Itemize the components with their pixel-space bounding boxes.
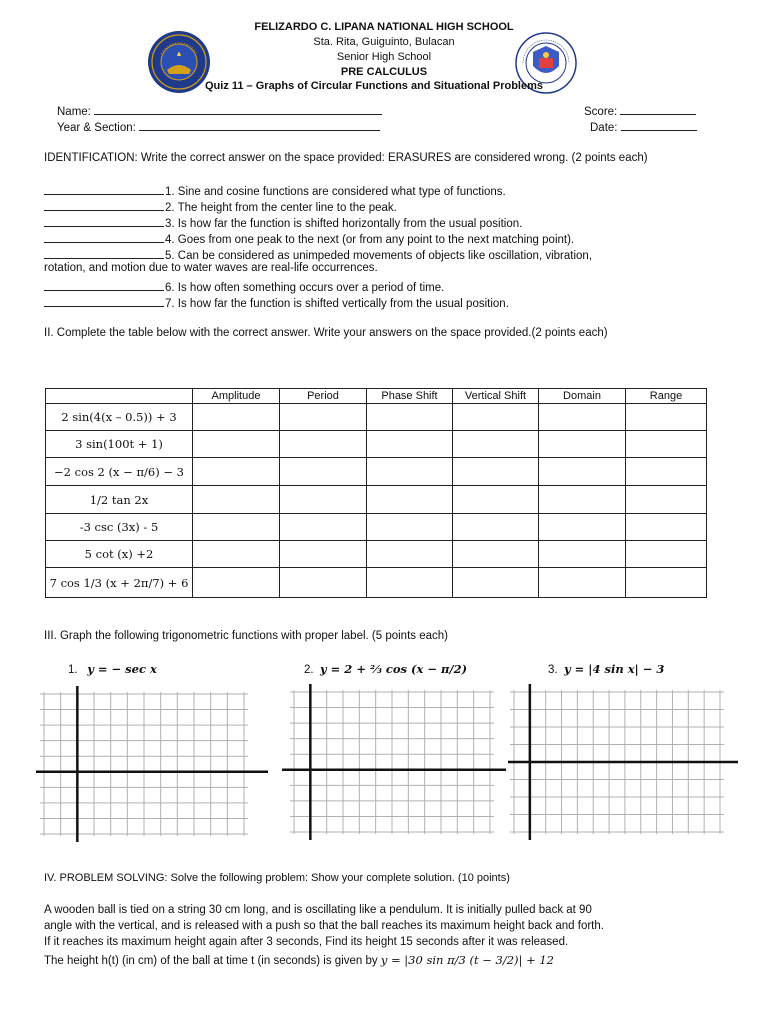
table-row: [46, 458, 707, 486]
table-header-row: [46, 389, 707, 404]
graph-equation: y = − sec x: [87, 662, 157, 676]
item-text: 7. Is how far the function is shifted vertically from the usual position.: [165, 298, 509, 310]
quiz-title: Quiz 11 – Graphs of Circular Functions and Situational Problems: [204, 80, 543, 92]
answer-cell[interactable]: [280, 431, 367, 458]
table-header-cell: Phase Shift: [367, 389, 453, 404]
function-cell: -3 csc (3x) - 5: [46, 514, 193, 541]
table-row: [46, 541, 707, 568]
table-row: [46, 431, 707, 458]
function-cell: −2 cos 2 (x − π/6) − 3: [46, 458, 193, 486]
year-section-field-row: [57, 118, 380, 134]
answer-cell[interactable]: [453, 514, 539, 541]
graph-2-label: [304, 662, 467, 676]
table-header-cell: [46, 389, 193, 404]
item-text: 1. Sine and cosine functions are considered what type of functions.: [165, 186, 506, 198]
answer-cell[interactable]: [539, 486, 626, 514]
date-label: Date:: [590, 122, 618, 134]
function-cell: 2 sin(4(x – 0.5)) + 3: [46, 404, 193, 431]
table-header-cell: Domain: [539, 389, 626, 404]
identification-item-2: [44, 198, 397, 214]
function-cell: 7 cos 1/3 (x + 2π/7) + 6: [46, 568, 193, 598]
graph-grid-2[interactable]: [282, 682, 506, 842]
answer-cell[interactable]: [367, 486, 453, 514]
name-label: Name:: [57, 106, 91, 118]
answer-blank: [44, 214, 164, 227]
name-field-row: [57, 102, 382, 118]
identification-item-6: [44, 278, 444, 294]
height-formula: y = |30 sin π/3 (t − 3/2)| + 12: [380, 953, 555, 967]
answer-cell[interactable]: [367, 431, 453, 458]
answer-cell[interactable]: [626, 541, 707, 568]
identification-item-7: [44, 294, 509, 310]
year-section-blank: [139, 118, 380, 131]
date-blank: [621, 118, 697, 131]
answer-cell[interactable]: [280, 486, 367, 514]
answer-cell[interactable]: [193, 458, 280, 486]
table-row: [46, 404, 707, 431]
identification-item-5-continuation: rotation, and motion due to water waves are real-life occurrences.: [44, 262, 378, 274]
graph-grid-1[interactable]: [36, 684, 268, 844]
problem-line-1: A wooden ball is tied on a string 30 cm long, and is oscillating like a pendulum. It is initially pulled back at 90: [44, 904, 592, 916]
problem-line-3: If it reaches its maximum height again after 3 seconds, Find its height 15 seconds after it was released.: [44, 936, 569, 948]
graph-equation: y = |4 sin x| − 3: [563, 662, 665, 676]
school-name: FELIZARDO C. LIPANA NATIONAL HIGH SCHOOL: [254, 21, 514, 33]
table-header-cell: Amplitude: [193, 389, 280, 404]
score-field-row: [584, 102, 696, 118]
answer-cell[interactable]: [539, 541, 626, 568]
answer-cell[interactable]: [453, 431, 539, 458]
answer-cell[interactable]: [280, 541, 367, 568]
function-cell: 1/2 tan 2x: [46, 486, 193, 514]
answer-cell[interactable]: [626, 514, 707, 541]
function-cell: 3 sin(100t + 1): [46, 431, 193, 458]
graph-equation: y = 2 + ⅔ cos (x − π/2): [319, 662, 468, 676]
answer-cell[interactable]: [367, 404, 453, 431]
answer-cell[interactable]: [193, 431, 280, 458]
part1-instruction: IDENTIFICATION: Write the correct answer on the space provided: ERASURES are considered wrong. (2 points each): [44, 152, 648, 164]
identification-item-1: [44, 182, 506, 198]
answer-cell[interactable]: [367, 514, 453, 541]
identification-item-5: [44, 246, 592, 262]
answer-cell[interactable]: [453, 541, 539, 568]
graph-number: 1.: [68, 664, 78, 676]
graph-1-label: [68, 662, 157, 676]
answer-cell[interactable]: [453, 486, 539, 514]
answer-blank: [44, 198, 164, 211]
graph-number: 3.: [548, 664, 558, 676]
part3-instruction: III. Graph the following trigonometric functions with proper label. (5 points each): [44, 630, 448, 642]
answer-blank: [44, 278, 164, 291]
answer-blank: [44, 246, 164, 259]
graph-3-label: [548, 662, 664, 676]
answer-cell[interactable]: [367, 568, 453, 598]
function-cell: 5 cot (x) +2: [46, 541, 193, 568]
subject-title: PRE CALCULUS: [340, 66, 428, 78]
year-section-label: Year & Section:: [57, 122, 136, 134]
table-header-cell: Range: [626, 389, 707, 404]
identification-item-3: [44, 214, 522, 230]
answer-blank: [44, 230, 164, 243]
answer-cell[interactable]: [193, 541, 280, 568]
score-label: Score:: [584, 106, 618, 118]
answer-cell[interactable]: [280, 514, 367, 541]
item-text: 5. Can be considered as unimpeded movements of objects like oscillation, vibration,: [165, 250, 593, 262]
answer-cell[interactable]: [193, 568, 280, 598]
date-field-row: [590, 118, 697, 134]
answer-cell[interactable]: [539, 404, 626, 431]
answer-cell[interactable]: [539, 458, 626, 486]
answer-cell[interactable]: [453, 458, 539, 486]
table-row: [46, 486, 707, 514]
answer-blank: [44, 182, 164, 195]
score-blank: [620, 102, 696, 115]
answer-cell[interactable]: [626, 486, 707, 514]
answer-cell[interactable]: [539, 431, 626, 458]
answer-cell[interactable]: [280, 458, 367, 486]
item-text: 3. Is how far the function is shifted horizontally from the usual position.: [165, 218, 523, 230]
answer-cell[interactable]: [193, 404, 280, 431]
graph-number: 2.: [304, 664, 314, 676]
answer-cell[interactable]: [453, 404, 539, 431]
item-text: 4. Goes from one peak to the next (or from any point to the next matching point).: [165, 234, 575, 246]
table-row: [46, 514, 707, 541]
answer-blank: [44, 294, 164, 307]
answer-cell[interactable]: [367, 541, 453, 568]
answer-cell[interactable]: [280, 404, 367, 431]
problem-line-2: angle with the vertical, and is released with a push so that the ball reaches its maximum height back and forth.: [44, 920, 604, 932]
part4-instruction: IV. PROBLEM SOLVING: Solve the following problem: Show your complete solution. (10 points): [44, 872, 510, 884]
table-header-cell: Period: [280, 389, 367, 404]
graph-grid-3[interactable]: [508, 682, 738, 842]
answer-cell[interactable]: [626, 431, 707, 458]
school-level: Senior High School: [336, 51, 432, 63]
item-text: 2. The height from the center line to the peak.: [165, 202, 397, 214]
answer-cell[interactable]: [626, 568, 707, 598]
table-header-cell: Vertical Shift: [453, 389, 539, 404]
name-blank: [94, 102, 382, 115]
identification-item-4: [44, 230, 574, 246]
function-properties-table: [45, 388, 707, 598]
answer-cell[interactable]: [539, 514, 626, 541]
answer-cell[interactable]: [367, 458, 453, 486]
height-intro: The height h(t) (in cm) of the ball at time t (in seconds) is given by: [44, 955, 378, 967]
answer-cell[interactable]: [626, 458, 707, 486]
height-formula-line: [44, 952, 554, 969]
answer-cell[interactable]: [193, 514, 280, 541]
answer-cell[interactable]: [539, 568, 626, 598]
school-address: Sta. Rita, Guiguinto, Bulacan: [313, 36, 455, 48]
item-text: 6. Is how often something occurs over a period of time.: [165, 282, 445, 294]
answer-cell[interactable]: [280, 568, 367, 598]
answer-cell[interactable]: [626, 404, 707, 431]
part2-instruction: II. Complete the table below with the correct answer. Write your answers on the space provided.(2 points each): [44, 327, 608, 339]
answer-cell[interactable]: [193, 486, 280, 514]
table-row: [46, 568, 707, 598]
answer-cell[interactable]: [453, 568, 539, 598]
